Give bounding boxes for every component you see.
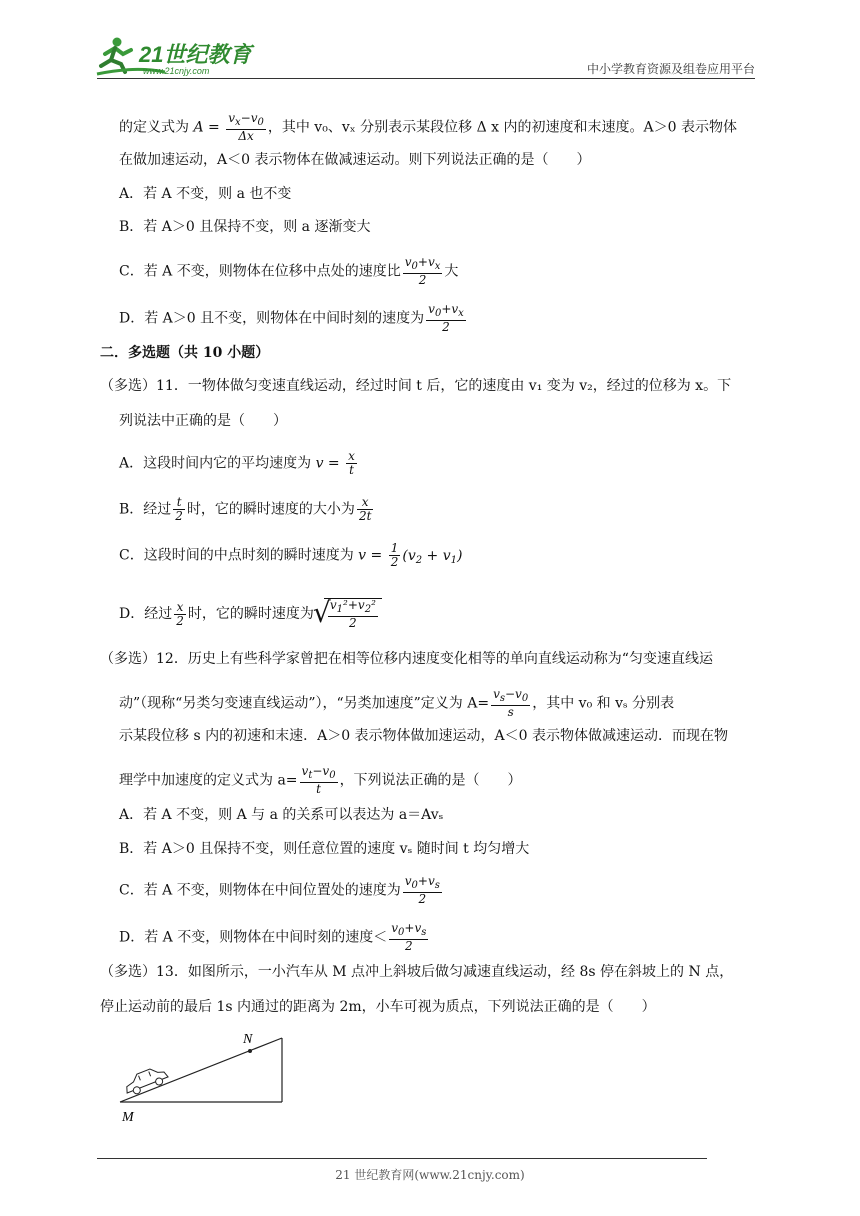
label-n: N	[243, 1032, 253, 1047]
label-m: M	[122, 1110, 134, 1125]
q11-option-c[interactable]: C．这段时间的中点时刻的瞬时速度为 v = $\frac{1}{2}$ $(v_2 + v_1)$	[119, 541, 463, 569]
point-n	[248, 1049, 252, 1053]
svg-text:www.21cnjy.com: www.21cnjy.com	[143, 66, 210, 76]
q10-option-b[interactable]: B．若 A＞0 且保持不变，则 a 逐渐变大	[119, 219, 371, 235]
q12-line3: 示某段位移 s 内的初速和末速．A＞0 表示物体做加速运动，A＜0 表示物体做减速运动．而现在物	[119, 728, 729, 744]
slope-incline	[120, 1038, 282, 1102]
q10-option-c[interactable]: C．若 A 不变，则物体在位移中点处的速度比 $\frac{v_0+v_x}{2}$ 大	[119, 255, 459, 287]
q10-line1: 的定义式为 A = $\frac{v_x-v_0}{\Delta x}$ ，其中 v₀、vₓ 分别表示某段位移 Δ x 内的初速度和末速度。A＞0 表示物体	[119, 111, 737, 143]
q12-line4: 理学中加速度的定义式为 a= $\frac{v_t-v_0}{t}$ ，下列说法正确的是（ ）	[119, 764, 522, 796]
q11-option-a[interactable]: A．这段时间内它的平均速度为 v = $\frac{x}{t}$	[119, 449, 355, 477]
footer-text[interactable]: 21 世纪教育网(www.21cnjy.com)	[335, 1168, 525, 1182]
q12-option-d[interactable]: D．若 A 不变，则物体在中间时刻的速度＜ $\frac{v_0+v_s}{2}$	[119, 921, 427, 953]
q13-line1: （多选）13．如图所示，一小汽车从 M 点冲上斜坡后做匀减速直线运动，经 8s 停在斜坡上的 N 点，	[100, 964, 734, 980]
runner-logo-icon	[95, 34, 255, 78]
q11-option-d[interactable]: D．经过 $\frac{x}{2}$ 时，它的瞬时速度为 √ $\frac{v_1^2+v_2^2}{2}$	[119, 598, 382, 630]
q11-line1: （多选）11．一物体做匀变速直线运动，经过时间 t 后，它的速度由 v₁ 变为 v₂，经过的位移为 x。下	[100, 378, 732, 394]
q10-option-a[interactable]: A．若 A 不变，则 a 也不变	[119, 186, 292, 202]
q11-line2: 列说法中正确的是（ ）	[119, 413, 287, 429]
footer-divider	[97, 1158, 707, 1159]
platform-name: 中小学教育资源及组卷应用平台	[586, 62, 755, 76]
logo	[95, 34, 255, 78]
header-divider	[97, 78, 755, 79]
q12-option-c[interactable]: C．若 A 不变，则物体在中间位置处的速度为 $\frac{v_0+v_s}{2}$	[119, 874, 440, 906]
q11-option-b[interactable]: B．经过 $\frac{t}{2}$ 时，它的瞬时速度的大小为 $\frac{x}{2t}$	[119, 495, 372, 523]
q10-option-d[interactable]: D．若 A＞0 且不变，则物体在中间时刻的速度为 $\frac{v_0+v_x}{2}$	[119, 302, 464, 334]
slope-figure	[110, 1028, 300, 1128]
q12-option-a[interactable]: A．若 A 不变，则 A 与 a 的关系可以表达为 a＝Avₛ	[119, 807, 444, 823]
q12-line2: 动”（现称“另类匀变速直线运动”），“另类加速度”定义为 A= $\frac{v_s-v_0}{s}$ ，其中 v₀ 和 vₛ 分别表	[119, 687, 675, 719]
svg-text:21世纪教育: 21世纪教育	[139, 42, 252, 67]
q10-line2: 在做加速运动，A＜0 表示物体在做减速运动。则下列说法正确的是（ ）	[119, 152, 591, 168]
q12-option-b[interactable]: B．若 A＞0 且保持不变，则任意位置的速度 vₛ 随时间 t 均匀增大	[119, 841, 530, 857]
q13-line2: 停止运动前的最后 1s 内通过的距离为 2m，小车可视为质点，下列说法正确的是（ ）	[100, 999, 656, 1015]
section-title: 二．多选题（共 10 小题）	[100, 345, 270, 361]
q12-line1: （多选）12．历史上有些科学家曾把在相等位移内速度变化相等的单向直线运动称为“匀变速直线运	[100, 651, 713, 667]
